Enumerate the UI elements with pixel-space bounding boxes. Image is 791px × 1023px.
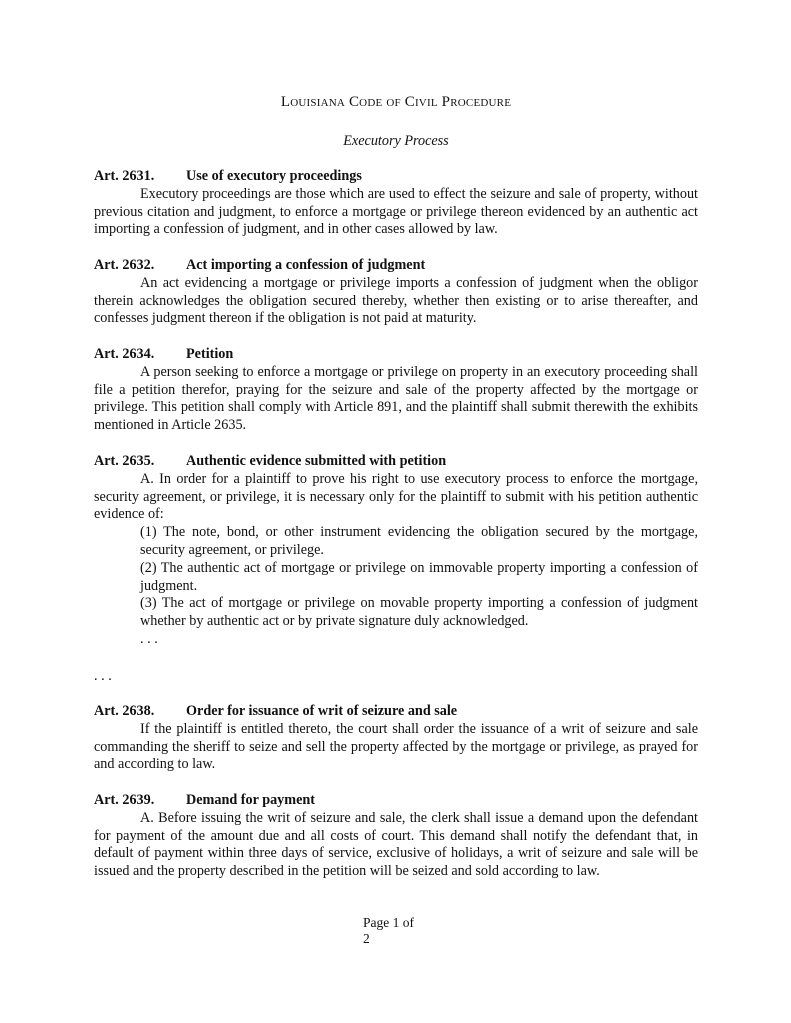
list-item: (1) The note, bond, or other instrument evidencing the obligation secured by the mortgage, security agreement, or privilege. xyxy=(140,524,698,558)
article-number: Art. 2638. xyxy=(94,703,155,719)
article-number: Art. 2639. xyxy=(94,792,155,808)
article-2635 xyxy=(94,453,698,649)
document-subtitle: Executory Process xyxy=(343,133,449,149)
article-number: Art. 2631. xyxy=(94,168,155,184)
article-title: Act importing a confession of judgment xyxy=(186,257,426,273)
article-title: Authentic evidence submitted with petition xyxy=(186,453,447,469)
article-paragraph: An act evidencing a mortgage or privilege imports a confession of judgment when the obligor therein acknowledges the obligation secured thereby, whether then existing or to arise thereafter, and confesses judgment thereon if the obligation is not paid at maturity. xyxy=(94,274,698,327)
article-title: Petition xyxy=(186,346,234,362)
article-heading xyxy=(94,346,698,364)
article-paragraph: Executory proceedings are those which are used to effect the seizure and sale of property, without previous citation and judgment, to enforce a mortgage or privilege thereon evidenced by an authentic act importing a confession of judgment, and in other cases allowed by law. xyxy=(94,185,698,238)
article-paragraph: If the plaintiff is entitled thereto, the court shall order the issuance of a writ of seizure and sale commanding the sheriff to seize and sell the property affected by the mortgage or privilege, as prayed for and according to law. xyxy=(94,720,698,773)
page-label: Page 1 of xyxy=(363,915,414,930)
article-2632 xyxy=(94,257,698,328)
page-total: 2 xyxy=(363,931,370,946)
article-heading xyxy=(94,453,698,471)
article-paragraph: A person seeking to enforce a mortgage or privilege on property in an executory proceeding shall file a petition therefor, praying for the seizure and sale of the property affected by the mortgage or privilege. This petition shall comply with Article 891, and the plaintiff shall submit therewith the exhibits mentioned in Article 2635. xyxy=(94,363,698,434)
article-2631 xyxy=(94,168,698,239)
article-paragraph: A. Before issuing the writ of seizure and sale, the clerk shall issue a demand upon the defendant for payment of the amount due and all costs of court. This demand shall notify the defendant that, in default of payment within three days of service, exclusive of holidays, a writ of seizure and sale will be issued and the property described in the petition will be seized and sold according to law. xyxy=(94,809,698,880)
article-title: Demand for payment xyxy=(186,792,315,808)
article-heading xyxy=(94,257,698,275)
list-item: (2) The authentic act of mortgage or privilege on immovable property importing a confession of judgment. xyxy=(140,559,698,594)
page-number xyxy=(363,915,433,947)
article-heading xyxy=(94,703,698,721)
article-number: Art. 2635. xyxy=(94,453,155,469)
article-number: Art. 2632. xyxy=(94,257,155,273)
item-ellipsis: . . . xyxy=(140,630,158,647)
document-title: Louisiana Code of Civil Procedure xyxy=(280,94,512,110)
article-heading xyxy=(94,792,698,810)
article-paragraph: A. In order for a plaintiff to prove his right to use executory process to enforce the mortgage, security agreement, or privilege, it is necessary only for the plaintiff to submit with his petition authentic evidence of: xyxy=(94,470,698,523)
article-2634 xyxy=(94,346,698,435)
article-title: Use of executory proceedings xyxy=(186,168,362,184)
article-2638 xyxy=(94,703,698,774)
omission-ellipsis: . . . xyxy=(94,668,112,684)
list-item: (3) The act of mortgage or privilege on movable property importing a confession of judgment whether by authentic act or by private signature duly acknowledged. xyxy=(140,595,698,630)
article-title: Order for issuance of writ of seizure and sale xyxy=(186,703,458,719)
article-heading xyxy=(94,168,698,186)
article-2639 xyxy=(94,792,698,881)
article-number: Art. 2634. xyxy=(94,346,155,362)
